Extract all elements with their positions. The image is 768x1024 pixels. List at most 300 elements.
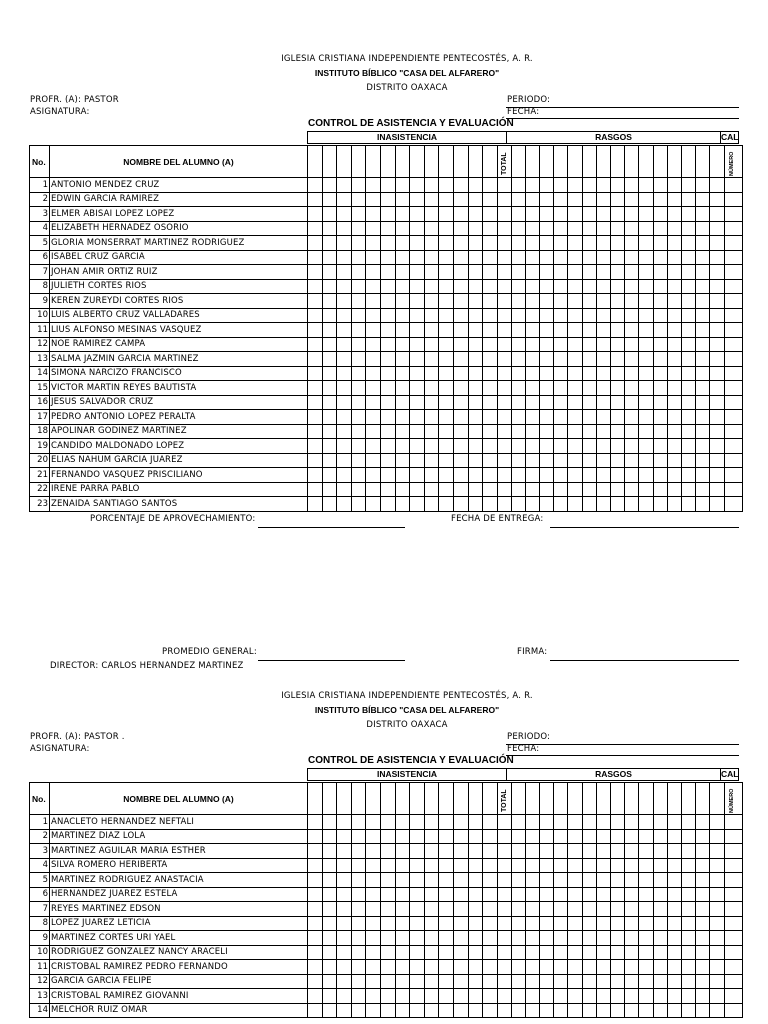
grade-cell[interactable] bbox=[410, 381, 425, 396]
grade-cell[interactable] bbox=[724, 221, 742, 236]
grade-cell[interactable] bbox=[322, 178, 337, 193]
grade-cell[interactable] bbox=[653, 945, 667, 960]
grade-cell[interactable] bbox=[653, 989, 667, 1004]
grade-cell[interactable] bbox=[540, 337, 554, 352]
grade-cell[interactable] bbox=[322, 887, 337, 902]
grade-cell[interactable] bbox=[625, 916, 639, 931]
grade-cell[interactable] bbox=[639, 381, 653, 396]
grade-cell[interactable] bbox=[540, 366, 554, 381]
grade-cell[interactable] bbox=[582, 945, 596, 960]
grade-cell[interactable] bbox=[710, 497, 724, 512]
grade-cell[interactable] bbox=[667, 858, 681, 873]
grade-cell[interactable] bbox=[453, 902, 468, 917]
grade-cell[interactable] bbox=[308, 873, 323, 888]
grade-cell[interactable] bbox=[540, 815, 554, 830]
grade-cell[interactable] bbox=[351, 1003, 366, 1018]
grade-cell[interactable] bbox=[308, 337, 323, 352]
grade-cell[interactable] bbox=[395, 279, 410, 294]
grade-cell[interactable] bbox=[497, 844, 511, 859]
grade-cell[interactable] bbox=[322, 916, 337, 931]
grade-cell[interactable] bbox=[424, 236, 439, 251]
grade-cell[interactable] bbox=[696, 279, 710, 294]
grade-cell[interactable] bbox=[525, 858, 539, 873]
grade-cell[interactable] bbox=[497, 815, 511, 830]
grade-cell[interactable] bbox=[453, 1003, 468, 1018]
grade-cell[interactable] bbox=[468, 410, 483, 425]
grade-cell[interactable] bbox=[681, 439, 695, 454]
grade-cell[interactable] bbox=[554, 178, 568, 193]
grade-cell[interactable] bbox=[497, 337, 511, 352]
grade-cell[interactable] bbox=[540, 236, 554, 251]
grade-cell[interactable] bbox=[681, 337, 695, 352]
grade-cell[interactable] bbox=[468, 974, 483, 989]
grade-cell[interactable] bbox=[322, 207, 337, 222]
grade-cell[interactable] bbox=[511, 1003, 525, 1018]
grade-cell[interactable] bbox=[525, 815, 539, 830]
grade-cell[interactable] bbox=[596, 221, 610, 236]
grade-cell[interactable] bbox=[653, 902, 667, 917]
grade-cell[interactable] bbox=[424, 207, 439, 222]
grade-cell[interactable] bbox=[483, 221, 498, 236]
grade-cell[interactable] bbox=[453, 945, 468, 960]
grade-cell[interactable] bbox=[308, 829, 323, 844]
grade-cell[interactable] bbox=[395, 178, 410, 193]
grade-cell[interactable] bbox=[337, 410, 352, 425]
grade-cell[interactable] bbox=[308, 323, 323, 338]
grade-cell[interactable] bbox=[681, 410, 695, 425]
grade-cell[interactable] bbox=[308, 366, 323, 381]
grade-cell[interactable] bbox=[596, 974, 610, 989]
grade-cell[interactable] bbox=[696, 265, 710, 280]
grade-cell[interactable] bbox=[568, 395, 582, 410]
grade-cell[interactable] bbox=[337, 366, 352, 381]
grade-cell[interactable] bbox=[696, 945, 710, 960]
grade-cell[interactable] bbox=[639, 815, 653, 830]
grade-cell[interactable] bbox=[410, 439, 425, 454]
grade-cell[interactable] bbox=[582, 178, 596, 193]
grade-cell[interactable] bbox=[337, 858, 352, 873]
grade-cell[interactable] bbox=[308, 410, 323, 425]
grade-cell[interactable] bbox=[653, 410, 667, 425]
grade-cell[interactable] bbox=[667, 873, 681, 888]
grade-cell[interactable] bbox=[639, 236, 653, 251]
grade-cell[interactable] bbox=[582, 337, 596, 352]
grade-cell[interactable] bbox=[710, 323, 724, 338]
grade-cell[interactable] bbox=[667, 279, 681, 294]
grade-cell[interactable] bbox=[366, 844, 381, 859]
grade-cell[interactable] bbox=[308, 974, 323, 989]
grade-cell[interactable] bbox=[322, 352, 337, 367]
grade-cell[interactable] bbox=[366, 931, 381, 946]
grade-cell[interactable] bbox=[653, 236, 667, 251]
grade-cell[interactable] bbox=[653, 844, 667, 859]
grade-cell[interactable] bbox=[380, 902, 395, 917]
grade-cell[interactable] bbox=[525, 279, 539, 294]
grade-cell[interactable] bbox=[611, 453, 625, 468]
grade-cell[interactable] bbox=[395, 453, 410, 468]
grade-cell[interactable] bbox=[568, 337, 582, 352]
grade-cell[interactable] bbox=[696, 931, 710, 946]
grade-cell[interactable] bbox=[468, 323, 483, 338]
grade-cell[interactable] bbox=[511, 221, 525, 236]
grade-cell[interactable] bbox=[483, 192, 498, 207]
grade-cell[interactable] bbox=[568, 497, 582, 512]
grade-cell[interactable] bbox=[554, 989, 568, 1004]
grade-cell[interactable] bbox=[667, 989, 681, 1004]
grade-cell[interactable] bbox=[667, 960, 681, 975]
grade-cell[interactable] bbox=[540, 989, 554, 1004]
grade-cell[interactable] bbox=[351, 395, 366, 410]
grade-cell[interactable] bbox=[611, 439, 625, 454]
grade-cell[interactable] bbox=[453, 410, 468, 425]
grade-cell[interactable] bbox=[667, 323, 681, 338]
grade-cell[interactable] bbox=[554, 192, 568, 207]
grade-cell[interactable] bbox=[625, 497, 639, 512]
grade-cell[interactable] bbox=[410, 294, 425, 309]
grade-cell[interactable] bbox=[366, 439, 381, 454]
grade-cell[interactable] bbox=[653, 497, 667, 512]
grade-cell[interactable] bbox=[596, 497, 610, 512]
grade-cell[interactable] bbox=[511, 395, 525, 410]
grade-cell[interactable] bbox=[554, 829, 568, 844]
grade-cell[interactable] bbox=[395, 294, 410, 309]
grade-cell[interactable] bbox=[611, 468, 625, 483]
grade-cell[interactable] bbox=[483, 439, 498, 454]
grade-cell[interactable] bbox=[380, 323, 395, 338]
grade-cell[interactable] bbox=[308, 902, 323, 917]
grade-cell[interactable] bbox=[710, 250, 724, 265]
grade-cell[interactable] bbox=[351, 352, 366, 367]
grade-cell[interactable] bbox=[667, 395, 681, 410]
grade-cell[interactable] bbox=[366, 337, 381, 352]
grade-cell[interactable] bbox=[582, 887, 596, 902]
grade-cell[interactable] bbox=[380, 221, 395, 236]
grade-cell[interactable] bbox=[511, 439, 525, 454]
grade-cell[interactable] bbox=[483, 424, 498, 439]
grade-cell[interactable] bbox=[667, 410, 681, 425]
grade-cell[interactable] bbox=[483, 873, 498, 888]
grade-cell[interactable] bbox=[710, 424, 724, 439]
grade-cell[interactable] bbox=[366, 902, 381, 917]
grade-cell[interactable] bbox=[710, 887, 724, 902]
grade-cell[interactable] bbox=[483, 815, 498, 830]
grade-cell[interactable] bbox=[625, 468, 639, 483]
grade-cell[interactable] bbox=[424, 395, 439, 410]
grade-cell[interactable] bbox=[483, 265, 498, 280]
grade-cell[interactable] bbox=[308, 482, 323, 497]
grade-cell[interactable] bbox=[667, 308, 681, 323]
grade-cell[interactable] bbox=[710, 352, 724, 367]
grade-cell[interactable] bbox=[724, 497, 742, 512]
grade-cell[interactable] bbox=[596, 815, 610, 830]
grade-cell[interactable] bbox=[337, 887, 352, 902]
grade-cell[interactable] bbox=[554, 482, 568, 497]
grade-cell[interactable] bbox=[667, 207, 681, 222]
grade-cell[interactable] bbox=[511, 366, 525, 381]
grade-cell[interactable] bbox=[366, 989, 381, 1004]
grade-cell[interactable] bbox=[410, 931, 425, 946]
grade-cell[interactable] bbox=[582, 250, 596, 265]
grade-cell[interactable] bbox=[667, 945, 681, 960]
grade-cell[interactable] bbox=[639, 439, 653, 454]
grade-cell[interactable] bbox=[582, 989, 596, 1004]
grade-cell[interactable] bbox=[424, 279, 439, 294]
grade-cell[interactable] bbox=[424, 337, 439, 352]
grade-cell[interactable] bbox=[308, 858, 323, 873]
grade-cell[interactable] bbox=[468, 221, 483, 236]
grade-cell[interactable] bbox=[696, 960, 710, 975]
grade-cell[interactable] bbox=[554, 902, 568, 917]
grade-cell[interactable] bbox=[410, 815, 425, 830]
grade-cell[interactable] bbox=[625, 439, 639, 454]
grade-cell[interactable] bbox=[611, 352, 625, 367]
grade-cell[interactable] bbox=[582, 192, 596, 207]
grade-cell[interactable] bbox=[483, 294, 498, 309]
grade-cell[interactable] bbox=[497, 468, 511, 483]
grade-cell[interactable] bbox=[611, 192, 625, 207]
grade-cell[interactable] bbox=[322, 902, 337, 917]
grade-cell[interactable] bbox=[395, 424, 410, 439]
grade-cell[interactable] bbox=[639, 424, 653, 439]
grade-cell[interactable] bbox=[710, 410, 724, 425]
grade-cell[interactable] bbox=[540, 250, 554, 265]
grade-cell[interactable] bbox=[696, 323, 710, 338]
grade-cell[interactable] bbox=[611, 497, 625, 512]
grade-cell[interactable] bbox=[322, 424, 337, 439]
grade-cell[interactable] bbox=[540, 902, 554, 917]
grade-cell[interactable] bbox=[410, 873, 425, 888]
grade-cell[interactable] bbox=[525, 497, 539, 512]
grade-cell[interactable] bbox=[525, 468, 539, 483]
grade-cell[interactable] bbox=[540, 178, 554, 193]
grade-cell[interactable] bbox=[322, 945, 337, 960]
grade-cell[interactable] bbox=[511, 858, 525, 873]
grade-cell[interactable] bbox=[596, 323, 610, 338]
grade-cell[interactable] bbox=[337, 424, 352, 439]
grade-cell[interactable] bbox=[468, 468, 483, 483]
grade-cell[interactable] bbox=[724, 323, 742, 338]
grade-cell[interactable] bbox=[511, 178, 525, 193]
grade-cell[interactable] bbox=[424, 974, 439, 989]
grade-cell[interactable] bbox=[511, 887, 525, 902]
grade-cell[interactable] bbox=[453, 858, 468, 873]
grade-cell[interactable] bbox=[468, 192, 483, 207]
grade-cell[interactable] bbox=[568, 236, 582, 251]
grade-cell[interactable] bbox=[322, 221, 337, 236]
grade-cell[interactable] bbox=[639, 902, 653, 917]
grade-cell[interactable] bbox=[582, 468, 596, 483]
grade-cell[interactable] bbox=[696, 829, 710, 844]
grade-cell[interactable] bbox=[410, 858, 425, 873]
grade-cell[interactable] bbox=[337, 873, 352, 888]
grade-cell[interactable] bbox=[351, 439, 366, 454]
grade-cell[interactable] bbox=[468, 366, 483, 381]
grade-cell[interactable] bbox=[337, 497, 352, 512]
grade-cell[interactable] bbox=[681, 989, 695, 1004]
grade-cell[interactable] bbox=[525, 366, 539, 381]
grade-cell[interactable] bbox=[596, 337, 610, 352]
grade-cell[interactable] bbox=[497, 366, 511, 381]
grade-cell[interactable] bbox=[322, 381, 337, 396]
grade-cell[interactable] bbox=[351, 323, 366, 338]
grade-cell[interactable] bbox=[596, 410, 610, 425]
grade-cell[interactable] bbox=[667, 352, 681, 367]
grade-cell[interactable] bbox=[639, 829, 653, 844]
grade-cell[interactable] bbox=[540, 974, 554, 989]
grade-cell[interactable] bbox=[554, 410, 568, 425]
grade-cell[interactable] bbox=[410, 221, 425, 236]
grade-cell[interactable] bbox=[568, 815, 582, 830]
grade-cell[interactable] bbox=[596, 265, 610, 280]
grade-cell[interactable] bbox=[611, 931, 625, 946]
grade-cell[interactable] bbox=[410, 323, 425, 338]
grade-cell[interactable] bbox=[568, 468, 582, 483]
grade-cell[interactable] bbox=[653, 858, 667, 873]
grade-cell[interactable] bbox=[540, 931, 554, 946]
grade-cell[interactable] bbox=[497, 497, 511, 512]
grade-cell[interactable] bbox=[453, 366, 468, 381]
grade-cell[interactable] bbox=[380, 395, 395, 410]
grade-cell[interactable] bbox=[639, 192, 653, 207]
grade-cell[interactable] bbox=[483, 236, 498, 251]
grade-cell[interactable] bbox=[439, 829, 454, 844]
grade-cell[interactable] bbox=[483, 308, 498, 323]
grade-cell[interactable] bbox=[322, 265, 337, 280]
grade-cell[interactable] bbox=[395, 497, 410, 512]
grade-cell[interactable] bbox=[582, 960, 596, 975]
grade-cell[interactable] bbox=[625, 279, 639, 294]
grade-cell[interactable] bbox=[410, 902, 425, 917]
grade-cell[interactable] bbox=[568, 265, 582, 280]
grade-cell[interactable] bbox=[554, 323, 568, 338]
grade-cell[interactable] bbox=[710, 395, 724, 410]
grade-cell[interactable] bbox=[497, 453, 511, 468]
grade-cell[interactable] bbox=[696, 207, 710, 222]
grade-cell[interactable] bbox=[681, 482, 695, 497]
grade-cell[interactable] bbox=[710, 207, 724, 222]
grade-cell[interactable] bbox=[582, 482, 596, 497]
grade-cell[interactable] bbox=[380, 931, 395, 946]
grade-cell[interactable] bbox=[351, 279, 366, 294]
grade-cell[interactable] bbox=[497, 265, 511, 280]
grade-cell[interactable] bbox=[724, 468, 742, 483]
grade-cell[interactable] bbox=[724, 308, 742, 323]
grade-cell[interactable] bbox=[525, 916, 539, 931]
grade-cell[interactable] bbox=[322, 931, 337, 946]
grade-cell[interactable] bbox=[568, 873, 582, 888]
grade-cell[interactable] bbox=[596, 858, 610, 873]
grade-cell[interactable] bbox=[611, 858, 625, 873]
grade-cell[interactable] bbox=[696, 395, 710, 410]
grade-cell[interactable] bbox=[554, 873, 568, 888]
grade-cell[interactable] bbox=[453, 873, 468, 888]
grade-cell[interactable] bbox=[380, 916, 395, 931]
grade-cell[interactable] bbox=[596, 250, 610, 265]
grade-cell[interactable] bbox=[696, 815, 710, 830]
grade-cell[interactable] bbox=[511, 207, 525, 222]
grade-cell[interactable] bbox=[596, 902, 610, 917]
grade-cell[interactable] bbox=[596, 482, 610, 497]
grade-cell[interactable] bbox=[322, 395, 337, 410]
grade-cell[interactable] bbox=[582, 424, 596, 439]
grade-cell[interactable] bbox=[511, 960, 525, 975]
grade-cell[interactable] bbox=[582, 439, 596, 454]
grade-cell[interactable] bbox=[696, 887, 710, 902]
grade-cell[interactable] bbox=[511, 410, 525, 425]
grade-cell[interactable] bbox=[582, 381, 596, 396]
grade-cell[interactable] bbox=[322, 323, 337, 338]
grade-cell[interactable] bbox=[696, 989, 710, 1004]
grade-cell[interactable] bbox=[380, 352, 395, 367]
grade-cell[interactable] bbox=[724, 424, 742, 439]
grade-cell[interactable] bbox=[351, 815, 366, 830]
grade-cell[interactable] bbox=[424, 482, 439, 497]
grade-cell[interactable] bbox=[337, 352, 352, 367]
grade-cell[interactable] bbox=[540, 829, 554, 844]
grade-cell[interactable] bbox=[439, 916, 454, 931]
grade-cell[interactable] bbox=[710, 236, 724, 251]
grade-cell[interactable] bbox=[410, 265, 425, 280]
grade-cell[interactable] bbox=[468, 381, 483, 396]
grade-cell[interactable] bbox=[497, 902, 511, 917]
grade-cell[interactable] bbox=[351, 424, 366, 439]
grade-cell[interactable] bbox=[410, 989, 425, 1004]
grade-cell[interactable] bbox=[483, 337, 498, 352]
grade-cell[interactable] bbox=[497, 931, 511, 946]
grade-cell[interactable] bbox=[696, 844, 710, 859]
grade-cell[interactable] bbox=[395, 902, 410, 917]
grade-cell[interactable] bbox=[366, 974, 381, 989]
grade-cell[interactable] bbox=[468, 395, 483, 410]
grade-cell[interactable] bbox=[568, 207, 582, 222]
grade-cell[interactable] bbox=[322, 974, 337, 989]
grade-cell[interactable] bbox=[410, 1003, 425, 1018]
grade-cell[interactable] bbox=[681, 221, 695, 236]
grade-cell[interactable] bbox=[540, 410, 554, 425]
grade-cell[interactable] bbox=[540, 439, 554, 454]
grade-cell[interactable] bbox=[611, 236, 625, 251]
grade-cell[interactable] bbox=[653, 395, 667, 410]
grade-cell[interactable] bbox=[308, 221, 323, 236]
grade-cell[interactable] bbox=[380, 974, 395, 989]
grade-cell[interactable] bbox=[424, 323, 439, 338]
grade-cell[interactable] bbox=[453, 250, 468, 265]
grade-cell[interactable] bbox=[395, 931, 410, 946]
grade-cell[interactable] bbox=[582, 207, 596, 222]
grade-cell[interactable] bbox=[540, 873, 554, 888]
grade-cell[interactable] bbox=[525, 960, 539, 975]
grade-cell[interactable] bbox=[667, 250, 681, 265]
grade-cell[interactable] bbox=[337, 989, 352, 1004]
grade-cell[interactable] bbox=[653, 815, 667, 830]
grade-cell[interactable] bbox=[639, 366, 653, 381]
grade-cell[interactable] bbox=[540, 960, 554, 975]
grade-cell[interactable] bbox=[497, 395, 511, 410]
grade-cell[interactable] bbox=[439, 1003, 454, 1018]
grade-cell[interactable] bbox=[710, 221, 724, 236]
grade-cell[interactable] bbox=[511, 829, 525, 844]
grade-cell[interactable] bbox=[724, 453, 742, 468]
grade-cell[interactable] bbox=[366, 829, 381, 844]
grade-cell[interactable] bbox=[483, 453, 498, 468]
grade-cell[interactable] bbox=[511, 989, 525, 1004]
grade-cell[interactable] bbox=[366, 858, 381, 873]
grade-cell[interactable] bbox=[554, 352, 568, 367]
grade-cell[interactable] bbox=[568, 902, 582, 917]
grade-cell[interactable] bbox=[308, 439, 323, 454]
grade-cell[interactable] bbox=[625, 366, 639, 381]
grade-cell[interactable] bbox=[380, 960, 395, 975]
